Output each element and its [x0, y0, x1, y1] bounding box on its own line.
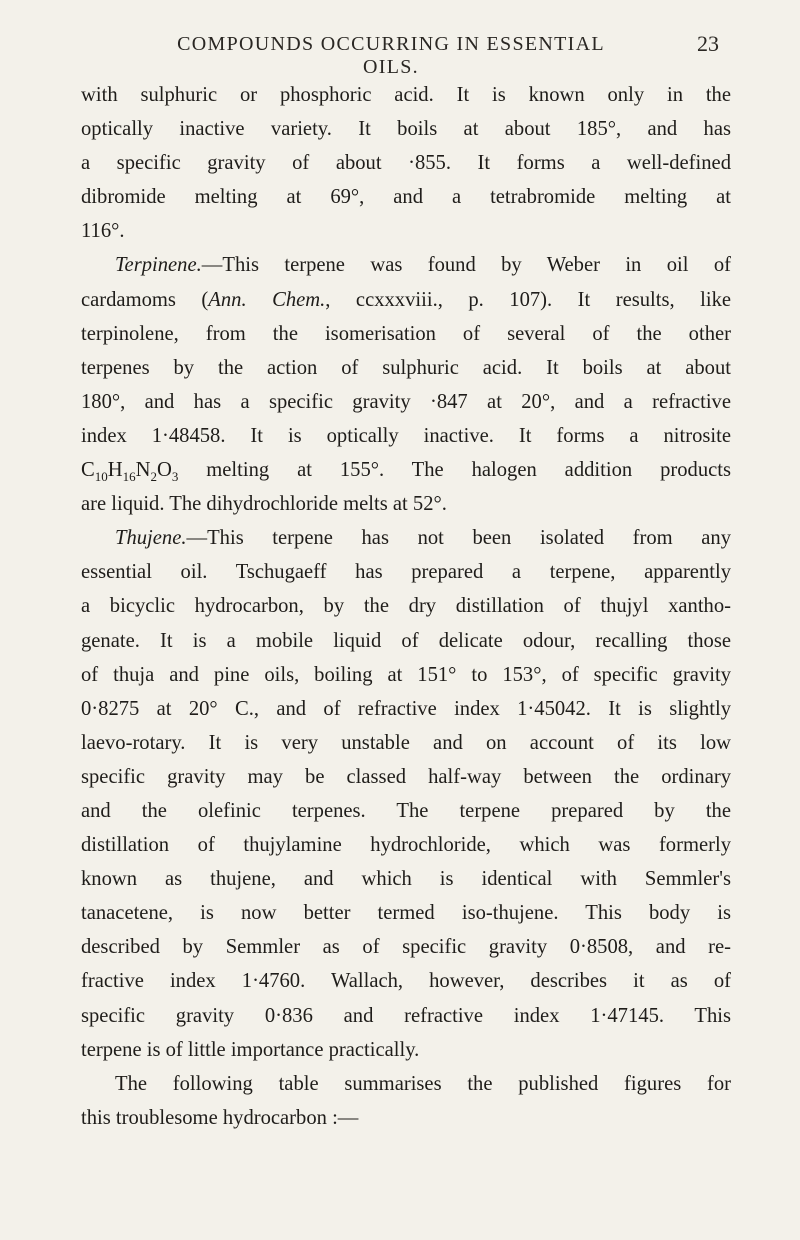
text-line: specific gravity may be classed half-way between the ordinary: [81, 765, 731, 788]
text-line: a bicyclic hydrocarbon, by the dry distillation of thujyl xantho-: [81, 595, 731, 618]
text-line: with sulphuric or phosphoric acid. It is known only in the: [81, 84, 731, 106]
text-line: and the olefinic terpenes. The terpene prepared by the: [81, 799, 731, 822]
body-text: [81, 78, 731, 1135]
text-line: this troublesome hydrocarbon :—: [81, 1106, 359, 1129]
text-fragment: melting at 155°. The halogen addition products: [178, 459, 731, 482]
text-line: optically inactive variety. It boils at about 185°, and has: [81, 118, 731, 141]
text-line: [81, 453, 731, 487]
text-line: specific gravity 0·836 and refractive index 1·47145. This: [81, 1004, 731, 1027]
terpinene-heading: Terpinene.: [115, 254, 202, 277]
text-line: [81, 283, 731, 317]
running-head: COMPOUNDS OCCURRING IN ESSENTIAL OILS.: [177, 33, 605, 78]
text-line: 180°, and has a specific gravity ·847 at 20°, and a refractive: [81, 390, 731, 413]
text-line: 0·8275 at 20° C., and of refractive index 1·45042. It is slightly: [81, 697, 731, 720]
text-line: genate. It is a mobile liquid of delicate odour, recalling those: [81, 629, 731, 652]
page-number: 23: [697, 31, 719, 56]
text-fragment: , ccxxxviii., p. 107). It results, like: [325, 288, 732, 311]
text-line: The following table summarises the published figures for: [115, 1072, 731, 1095]
text-line: tanacetene, is now better termed iso-thujene. This body is: [81, 902, 731, 925]
text-line: dibromide melting at 69°, and a tetrabromide melting at: [81, 186, 731, 209]
text-line: index 1·48458. It is optically inactive. It forms a nitrosite: [81, 424, 731, 447]
paragraph-thujene-start: [81, 521, 731, 555]
text-line: terpenes by the action of sulphuric acid. It boils at about: [81, 356, 731, 379]
text-line: essential oil. Tschugaeff has prepared a terpene, apparently: [81, 561, 731, 584]
text-line: a specific gravity of about ·855. It forms a well-defined: [81, 152, 731, 175]
text-line: are liquid. The dihydrochloride melts at 52°.: [81, 493, 447, 516]
text-line: known as thujene, and which is identical with Semmler's: [81, 868, 731, 891]
text-line: distillation of thujylamine hydrochloride, which was formerly: [81, 834, 731, 857]
text-line: fractive index 1·4760. Wallach, however, describes it as of: [81, 970, 731, 993]
chemical-formula: $C_{10}H_{16}N_2O_3$: [81, 459, 179, 485]
paragraph-terpinene-start: [81, 248, 731, 282]
text-line: terpinolene, from the isomerisation of several of the other: [81, 322, 731, 345]
text-line: 116°.: [81, 220, 125, 243]
text-line: described by Semmler as of specific gravity 0·8508, and re-: [81, 936, 731, 959]
text-line: laevo-rotary. It is very unstable and on account of its low: [81, 731, 731, 754]
thujene-heading: Thujene.: [115, 527, 187, 550]
text-line: terpene is of little importance practically.: [81, 1038, 420, 1061]
text-fragment: cardamoms (: [81, 288, 209, 311]
text-line: of thuja and pine oils, boiling at 151° to 153°, of specific gravity: [81, 663, 731, 686]
text-fragment: —This terpene was found by Weber in oil of: [201, 254, 731, 277]
journal-reference: Ann. Chem.: [208, 288, 326, 311]
text-fragment: —This terpene has not been isolated from any: [186, 527, 731, 550]
